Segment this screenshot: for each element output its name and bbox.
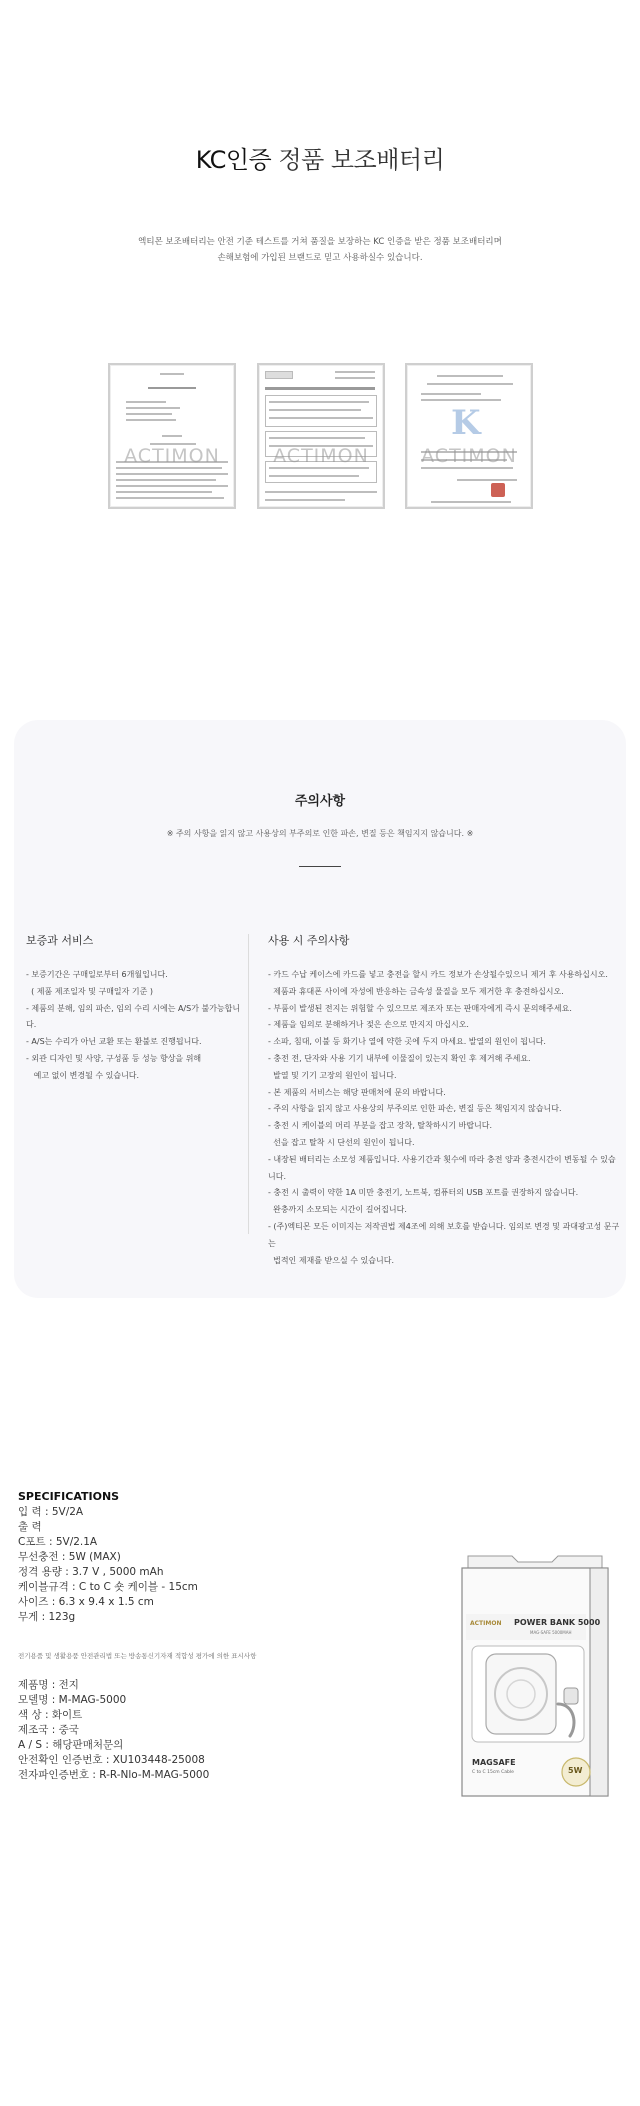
list-item: - 보증기간은 구매일로부터 6개월입니다.	[26, 970, 168, 979]
watermark-text: ACTIMON	[273, 445, 369, 467]
info-item: A / S : 해당판매처문의	[18, 1739, 124, 1751]
column-divider	[248, 934, 249, 1234]
spec-item: 무게 : 123g	[18, 1611, 76, 1623]
spec-item: 무선충전 : 5W (MAX)	[18, 1551, 121, 1563]
list-item: - 충전 전, 단자와 사용 기기 내부에 이물질이 있는지 확인 후 제거해 주세요.	[268, 1053, 531, 1063]
info-item: 제조국 : 중국	[18, 1724, 79, 1736]
seal-icon	[491, 483, 505, 497]
caution-title: 주의사항	[294, 794, 346, 809]
kc-description	[0, 234, 640, 266]
list-item: - 제품을 임의로 분해하거나 젖은 손으로 만지지 마십시오.	[268, 1020, 469, 1030]
list-item: 법적인 제재를 받으실 수 있습니다.	[268, 1255, 394, 1265]
kc-desc-line-2: 손해보험에 가입된 브랜드로 믿고 사용하실수 있습니다.	[217, 253, 423, 263]
spec-item: 출 력	[18, 1521, 42, 1533]
info-item: 제품명 : 전지	[18, 1679, 79, 1691]
specifications-list	[18, 1505, 198, 1625]
box-magsafe-label: MAGSAFE	[472, 1758, 516, 1767]
watermark-text: ACTIMON	[124, 445, 220, 467]
box-watt-badge: 5W	[568, 1766, 583, 1775]
box-product-name: POWER BANK 5000	[514, 1618, 601, 1627]
usage-list	[268, 967, 620, 1269]
info-item: 색 상 : 화이트	[18, 1709, 83, 1721]
warranty-list	[26, 967, 246, 1085]
spec-item: 입 력 : 5V/2A	[18, 1506, 84, 1518]
list-item: - 본 제품의 서비스는 해당 판매처에 문의 바랍니다.	[268, 1087, 446, 1097]
list-item: - 부품이 발생된 전지는 위험할 수 있으므로 제조자 또는 판매자에게 즉시 문의해주세요.	[268, 1003, 572, 1013]
list-item: - 주의 사항을 읽지 않고 사용상의 부주의로 인한 파손, 변질 등은 책임지지 않습니다.	[268, 1104, 562, 1114]
spec-item: 케이블규격 : C to C 숏 케이블 - 15cm	[18, 1581, 198, 1593]
list-item: 선을 잡고 탈착 시 단선의 원인이 됩니다.	[268, 1137, 415, 1147]
list-item: - A/S는 수리가 아닌 교환 또는 환불로 진행됩니다.	[26, 1037, 202, 1047]
certificate-image-3	[405, 363, 533, 509]
divider	[299, 866, 341, 867]
list-item: - 제품의 분해, 임의 파손, 임의 수리 시에는 A/S가 불가능합니다.	[26, 1003, 241, 1030]
list-item: - 외관 디자인 및 사양, 구성품 등 성능 향상을 위해	[26, 1053, 202, 1063]
list-item: 제품과 휴대폰 사이에 자성에 반응하는 금속성 물질을 모두 제거한 후 충전하십시오.	[268, 986, 564, 996]
info-item: 전자파인증번호 : R-R-Nlo-M-MAG-5000	[18, 1769, 210, 1781]
box-brand: ACTIMON	[470, 1620, 502, 1627]
info-item: 모델명 : M-MAG-5000	[18, 1694, 127, 1706]
usage-heading: 사용 시 주의사항	[268, 934, 350, 947]
info-item: 안전확인 인증번호 : XU103448-25008	[18, 1754, 205, 1766]
watermark-text: ACTIMON	[421, 445, 517, 467]
list-item: 발열 및 기기 고장의 원인이 됩니다.	[268, 1070, 397, 1080]
certificate-image-2	[257, 363, 385, 509]
warranty-heading: 보증과 서비스	[26, 934, 94, 947]
certificate-image-1	[108, 363, 236, 509]
kc-mark-icon: K	[451, 403, 481, 443]
box-cable-label: C to C 15cm Cable	[472, 1770, 514, 1775]
product-info-list	[18, 1678, 209, 1783]
spec-item: 정격 용량 : 3.7 V , 5000 mAh	[18, 1566, 164, 1578]
list-item: 예고 없이 변경될 수 있습니다.	[26, 1070, 140, 1080]
list-item: - 소파, 침대, 이불 등 화기나 열에 약한 곳에 두지 마세요. 발열의 원인이 됩니다.	[268, 1037, 546, 1047]
list-item: - 충전 시 케이블의 머리 부분을 잡고 장착, 탈착하시기 바랍니다.	[268, 1121, 493, 1131]
list-item: - (주)엑티몬 모든 이미지는 저작권법 제4조에 의해 보호를 받습니다. 임의로 변경 및 과대광고성 문구는	[268, 1221, 620, 1248]
kc-title-light: 정품 보조배터리	[271, 146, 445, 174]
spec-item: C포트 : 5V/2.1A	[18, 1536, 98, 1548]
safety-note: 전기용품 및 생활용품 안전관리법 또는 방송통신기자재 적합성 평가에 의한 표시사항	[18, 1652, 257, 1660]
caution-subtitle: ※ 주의 사항을 읽지 않고 사용상의 부주의로 인한 파손, 변질 등은 책임지지 않습니다. ※	[166, 829, 474, 838]
kc-title-bold: KC인증	[195, 146, 272, 174]
product-box-image	[458, 1554, 612, 1798]
list-item: - 카드 수납 케이스에 카드를 넣고 충전을 할시 카드 정보가 손상될수있으니 제거 후 사용하십시오.	[268, 970, 608, 979]
spec-item: 사이즈 : 6.3 x 9.4 x 1.5 cm	[18, 1596, 154, 1608]
list-item: - 내장된 배터리는 소모성 제품입니다. 사용기간과 횟수에 따라 충전 양과 충전시간이 변동될 수 있습니다.	[268, 1154, 616, 1181]
list-item: 완충까지 소모되는 시간이 길어집니다.	[268, 1205, 407, 1215]
kc-desc-line-1: 엑티몬 보조배터리는 안전 기준 테스트를 거쳐 품질을 보장하는 KC 인증을 받은 정품 보조배터리며	[138, 237, 502, 247]
specifications-heading: SPECIFICATIONS	[18, 1490, 120, 1503]
list-item: - 충전 시 출력이 약한 1A 미만 충전기, 노트북, 컴퓨터의 USB 포트를 권장하지 않습니다.	[268, 1188, 579, 1198]
box-tagline: MAG-SAFE 5000MAH	[530, 1630, 572, 1635]
list-item: ( 제품 제조일자 및 구매일자 기준 )	[26, 986, 154, 996]
kc-title	[0, 140, 640, 175]
